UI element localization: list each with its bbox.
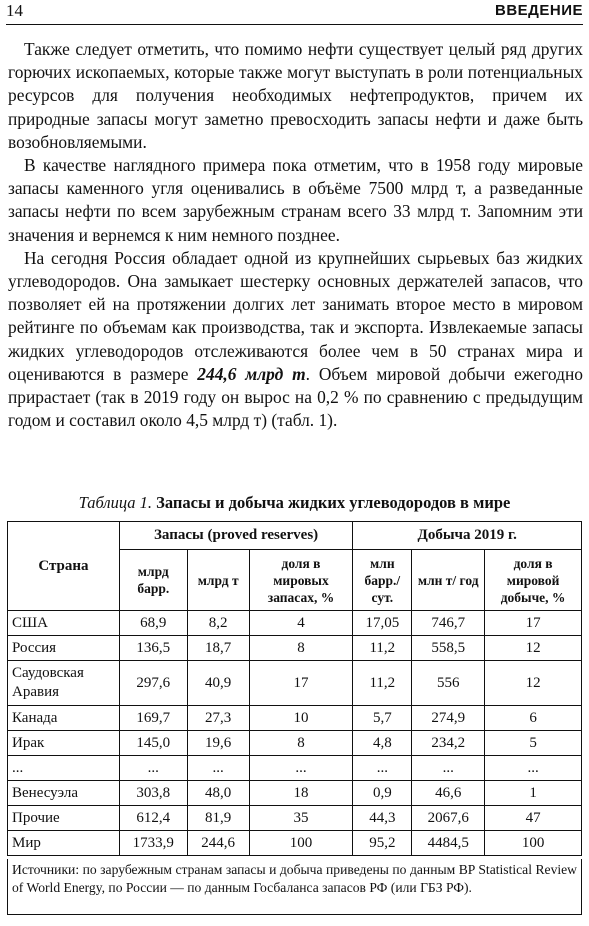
value-cell: 18	[249, 781, 353, 806]
value-cell: 6	[485, 706, 582, 731]
table-row	[8, 831, 582, 856]
country-cell: Ирак	[8, 731, 120, 756]
value-cell: 27,3	[187, 706, 249, 731]
production-group-header: Добыча 2019 г.	[353, 522, 582, 550]
section-title: ВВЕДЕНИЕ	[495, 2, 583, 19]
table-caption	[0, 493, 589, 513]
page-header	[6, 0, 583, 25]
country-cell: США	[8, 611, 120, 636]
country-cell: ...	[8, 756, 120, 781]
value-cell: 1	[485, 781, 582, 806]
table-row	[8, 781, 582, 806]
value-cell: 10	[249, 706, 353, 731]
value-cell: 303,8	[119, 781, 187, 806]
country-cell: Россия	[8, 636, 120, 661]
table-row	[8, 806, 582, 831]
value-cell: 297,6	[119, 661, 187, 706]
paragraph-1: Также следует отметить, что помимо нефти существует целый ряд других горючих ископаемых, которые также могут выступать в роли потенциальных ресурсов для получения необходимых нефтепродуктов, причем их природные запасы могут заметно превосходить запасы нефти и даже быть возобновляемыми.	[8, 39, 583, 152]
table-caption-label: Таблица 1.	[78, 493, 153, 512]
value-cell: 136,5	[119, 636, 187, 661]
value-cell: 5	[485, 731, 582, 756]
table-row	[8, 661, 582, 706]
paragraph-2: В качестве наглядного примера пока отметим, что в 1958 году мировые запасы каменного угля оценивались в объёме 7500 млрд т, а разведанные запасы нефти по всем зарубежным странам всего 33 млрд т. Запомним эти значения и вернемся к ним немного позднее.	[8, 155, 583, 245]
value-cell: 68,9	[119, 611, 187, 636]
value-cell: 17,05	[353, 611, 412, 636]
value-cell: 4484,5	[412, 831, 485, 856]
value-cell: 11,2	[353, 636, 412, 661]
sub-header: доля в мировых запасах, %	[249, 550, 353, 611]
value-cell: 17	[485, 611, 582, 636]
value-cell: ...	[412, 756, 485, 781]
value-cell: 19,6	[187, 731, 249, 756]
table-row	[8, 611, 582, 636]
country-cell: Саудовская Аравия	[8, 661, 120, 706]
sub-header: млн т/ год	[412, 550, 485, 611]
value-cell: ...	[249, 756, 353, 781]
reserves-highlight: 244,6 млрд т	[197, 363, 306, 384]
value-cell: 12	[485, 661, 582, 706]
value-cell: ...	[119, 756, 187, 781]
paragraph-3-part-a: На сегодня Россия обладает одной из крупнейших сырьевых баз жидких углеводородов. Она замыкает шестерку основных держателей запасов, что позволяет ей на протяжении долгих лет занимать второе место в мировом рейтинге по объемам как производства, так и экспорта. Извлекаемые запасы жидких углеводородов отслеживаются более чем в 50 странах мира и оцениваются в размере	[8, 247, 583, 384]
value-cell: 4	[249, 611, 353, 636]
value-cell: 8,2	[187, 611, 249, 636]
value-cell: 558,5	[412, 636, 485, 661]
value-cell: 612,4	[119, 806, 187, 831]
table-row	[8, 636, 582, 661]
country-cell: Мир	[8, 831, 120, 856]
table-row	[8, 706, 582, 731]
value-cell: 12	[485, 636, 582, 661]
value-cell: 234,2	[412, 731, 485, 756]
value-cell: 5,7	[353, 706, 412, 731]
country-cell: Канада	[8, 706, 120, 731]
value-cell: 48,0	[187, 781, 249, 806]
country-cell: Прочие	[8, 806, 120, 831]
value-cell: ...	[353, 756, 412, 781]
value-cell: 145,0	[119, 731, 187, 756]
page-number: 14	[6, 1, 23, 20]
value-cell: 18,7	[187, 636, 249, 661]
table-body	[8, 611, 582, 856]
value-cell: 4,8	[353, 731, 412, 756]
value-cell: 8	[249, 636, 353, 661]
table-row	[8, 731, 582, 756]
table-row	[8, 756, 582, 781]
value-cell: ...	[187, 756, 249, 781]
country-column-header: Страна	[8, 522, 120, 611]
reserves-group-header: Запасы (proved reserves)	[119, 522, 353, 550]
table-group-header-row	[8, 522, 582, 550]
value-cell: 746,7	[412, 611, 485, 636]
value-cell: 2067,6	[412, 806, 485, 831]
value-cell: 46,6	[412, 781, 485, 806]
value-cell: 35	[249, 806, 353, 831]
country-cell: Венесуэла	[8, 781, 120, 806]
sub-header: млн барр./ сут.	[353, 550, 412, 611]
value-cell: 47	[485, 806, 582, 831]
value-cell: 81,9	[187, 806, 249, 831]
value-cell: 95,2	[353, 831, 412, 856]
reserves-production-table	[7, 521, 582, 856]
sub-header: доля в мировой добыче, %	[485, 550, 582, 611]
value-cell: 244,6	[187, 831, 249, 856]
value-cell: 44,3	[353, 806, 412, 831]
table-sources-note: Источники: по зарубежным странам запасы и добыча приведены по данным BP Statistical Review of World Energy, по России — по данным Госбаланса запасов РФ (или ГБЗ РФ).	[7, 859, 582, 915]
value-cell: 40,9	[187, 661, 249, 706]
value-cell: 556	[412, 661, 485, 706]
value-cell: 0,9	[353, 781, 412, 806]
value-cell: 17	[249, 661, 353, 706]
value-cell: 8	[249, 731, 353, 756]
sub-header: млрд барр.	[119, 550, 187, 611]
value-cell: 11,2	[353, 661, 412, 706]
value-cell: 274,9	[412, 706, 485, 731]
value-cell: 1733,9	[119, 831, 187, 856]
paragraph-3-part-b: . Объем мировой добычи ежегодно прирастает (так в 2019 году он вырос на 0,2 % по сравнению с предыдущим годом и составил около 4,5 млрд т) (табл. 1).	[8, 363, 583, 431]
sub-header: млрд т	[187, 550, 249, 611]
value-cell: 169,7	[119, 706, 187, 731]
value-cell: 100	[485, 831, 582, 856]
value-cell: 100	[249, 831, 353, 856]
body-text	[8, 38, 583, 432]
paragraph-3	[8, 247, 583, 433]
table-caption-title: Запасы и добыча жидких углеводородов в мире	[156, 493, 511, 512]
value-cell: ...	[485, 756, 582, 781]
